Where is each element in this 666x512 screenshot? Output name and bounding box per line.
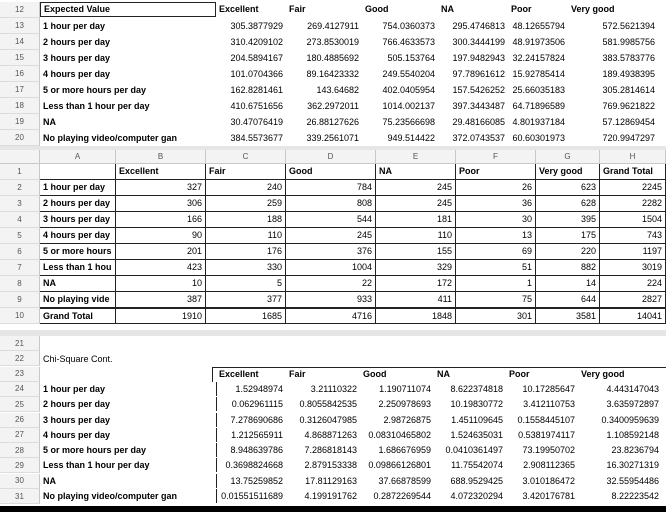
chi-value-cell[interactable]: 3.635972897 [606, 399, 659, 410]
pivot-header-cell[interactable]: Good [286, 164, 376, 180]
chi-value-cell[interactable]: 0.8055842535 [299, 399, 357, 410]
chi-value-cell[interactable]: 4.868871263 [304, 429, 357, 440]
chi-row-label[interactable]: 5 or more hours per day [43, 445, 147, 456]
row-header[interactable]: 4 [0, 212, 40, 228]
pivot-value-cell[interactable]: 245 [376, 180, 456, 196]
row-label[interactable]: 5 or more hours per day [43, 85, 147, 95]
row-header[interactable]: 14 [0, 34, 40, 50]
chi-value-cell[interactable]: 17.81129163 [305, 475, 357, 486]
chi-value-cell[interactable]: 8.948639786 [216, 443, 286, 457]
pivot-value-cell[interactable]: 22 [286, 276, 376, 292]
column-header[interactable]: F [456, 150, 536, 164]
chi-value-cell[interactable]: 1.190711074 [379, 383, 431, 394]
chi-value-cell[interactable]: 32.55954486 [606, 475, 659, 486]
chi-header-cell[interactable]: Poor [509, 368, 530, 379]
chi-row-label[interactable]: No playing video/computer gan [43, 491, 178, 501]
value-cell[interactable]: 48.91973506 [512, 37, 565, 47]
row-header[interactable]: 30 [0, 474, 40, 489]
row-label[interactable]: NA [43, 117, 56, 127]
row-label[interactable]: 4 hours per day [43, 69, 111, 79]
row-label[interactable]: 2 hours per day [43, 37, 111, 47]
pivot-header-cell[interactable]: Fair [206, 164, 286, 180]
value-cell[interactable]: 15.92785414 [512, 69, 565, 79]
row-header[interactable]: 2 [0, 180, 40, 196]
chi-value-cell[interactable]: 2.879153338 [304, 460, 357, 471]
pivot-value-cell[interactable]: 69 [456, 244, 536, 260]
pivot-value-cell[interactable]: 176 [206, 244, 286, 260]
pivot-value-cell[interactable]: 395 [536, 212, 600, 228]
chi-value-cell[interactable]: 37.66878599 [378, 475, 431, 486]
pivot-value-cell[interactable]: 26 [456, 180, 536, 196]
pivot-value-cell[interactable]: 175 [536, 228, 600, 244]
pivot-row-label[interactable]: 1 hour per day [40, 180, 116, 196]
row-header[interactable]: 20 [0, 130, 40, 146]
pivot-row-label[interactable]: Less than 1 hou [40, 260, 116, 276]
chi-header-cell[interactable]: Excellent [219, 368, 259, 379]
pivot-value-cell[interactable]: 110 [376, 228, 456, 244]
chi-value-cell[interactable]: 8.622374818 [450, 383, 503, 394]
row-header[interactable]: 1 [0, 164, 40, 180]
pivot-value-cell[interactable]: 301 [456, 308, 536, 324]
corner-cell[interactable] [0, 150, 40, 164]
chi-row-label[interactable]: 2 hours per day [43, 399, 111, 410]
value-cell[interactable]: 581.9985756 [602, 37, 655, 47]
pivot-value-cell[interactable]: 623 [536, 180, 600, 196]
pivot-value-cell[interactable]: 201 [116, 244, 206, 260]
column-header[interactable]: G [536, 150, 600, 164]
pivot-value-cell[interactable]: 2245 [600, 180, 666, 196]
row-header[interactable]: 26 [0, 413, 40, 428]
value-cell[interactable]: 769.9621822 [602, 101, 655, 111]
value-cell[interactable]: 372.0743537 [452, 133, 505, 143]
value-cell[interactable]: 32.24157824 [512, 53, 565, 63]
pivot-value-cell[interactable]: 30 [456, 212, 536, 228]
row-header[interactable]: 18 [0, 98, 40, 114]
value-cell[interactable]: 25.66035183 [512, 85, 565, 95]
expected-value-section [0, 0, 666, 146]
pivot-value-cell[interactable]: 784 [286, 180, 376, 196]
row-header[interactable]: 10 [0, 308, 40, 324]
value-cell[interactable]: 305.2814614 [602, 85, 655, 95]
chi-value-cell[interactable]: 2.908112365 [523, 460, 575, 471]
pivot-value-cell[interactable]: 36 [456, 196, 536, 212]
value-cell[interactable]: 48.12655794 [512, 21, 565, 31]
row-header[interactable]: 23 [0, 367, 40, 382]
value-cell[interactable]: 572.5621394 [602, 21, 655, 31]
chi-row-label[interactable]: 3 hours per day [43, 414, 111, 425]
value-cell[interactable]: 383.5783776 [602, 53, 655, 63]
value-cell[interactable]: 26.88127626 [306, 117, 359, 127]
top-header-good[interactable]: Good [365, 4, 389, 14]
pivot-value-cell[interactable]: 10 [116, 276, 206, 292]
pivot-value-cell[interactable]: 2827 [600, 292, 666, 308]
row-header[interactable]: 28 [0, 443, 40, 458]
value-cell[interactable]: 402.0405954 [382, 85, 435, 95]
chi-header-cell[interactable]: Good [363, 368, 387, 379]
chi-value-cell[interactable]: 1.52948974 [216, 382, 286, 396]
pivot-value-cell[interactable]: 306 [116, 196, 206, 212]
pivot-value-cell[interactable]: 172 [376, 276, 456, 292]
row-header[interactable]: 17 [0, 82, 40, 98]
pivot-value-cell[interactable]: 90 [116, 228, 206, 244]
value-cell[interactable]: 397.3443487 [452, 101, 505, 111]
pivot-value-cell[interactable]: 808 [286, 196, 376, 212]
pivot-value-cell[interactable]: 329 [376, 260, 456, 276]
chi-value-cell[interactable]: 13.75259852 [216, 474, 286, 488]
value-cell[interactable]: 949.514422 [387, 133, 435, 143]
row-header[interactable]: 21 [0, 336, 40, 351]
value-cell[interactable]: 204.5894167 [230, 53, 283, 63]
row-header[interactable]: 8 [0, 276, 40, 292]
pivot-value-cell[interactable]: 13 [456, 228, 536, 244]
pivot-value-cell[interactable]: 4716 [286, 308, 376, 324]
row-header[interactable]: 29 [0, 458, 40, 473]
top-header-poor[interactable]: Poor [511, 4, 532, 14]
chi-value-cell[interactable]: 3.21110322 [310, 383, 357, 394]
row-header[interactable]: 27 [0, 428, 40, 443]
chi-value-cell[interactable]: 10.17285647 [522, 383, 575, 394]
pivot-value-cell[interactable]: 224 [600, 276, 666, 292]
row-label[interactable]: 3 hours per day [43, 53, 111, 63]
chi-value-cell[interactable]: 3.010186472 [522, 475, 575, 486]
chi-value-cell[interactable]: 0.2872269544 [373, 491, 431, 501]
value-cell[interactable]: 29.48166085 [452, 117, 505, 127]
pivot-header-cell[interactable]: Very good [536, 164, 600, 180]
pivot-row-label[interactable]: 5 or more hours [40, 244, 116, 260]
pivot-row-label[interactable]: 2 hours per day [40, 196, 116, 212]
value-cell[interactable]: 57.12869454 [602, 117, 655, 127]
chi-value-cell[interactable]: 3.420176781 [522, 491, 575, 501]
pivot-value-cell[interactable]: 376 [286, 244, 376, 260]
value-cell[interactable]: 162.8281461 [230, 85, 283, 95]
chi-header-cell[interactable]: Very good [581, 368, 625, 379]
row-header[interactable]: 15 [0, 50, 40, 66]
value-cell[interactable]: 197.9482943 [452, 53, 505, 63]
pivot-value-cell[interactable]: 166 [116, 212, 206, 228]
value-cell[interactable]: 89.16423332 [306, 69, 359, 79]
column-header[interactable]: B [116, 150, 206, 164]
column-header[interactable]: E [376, 150, 456, 164]
value-cell[interactable]: 339.2561071 [306, 133, 359, 143]
pivot-value-cell[interactable]: 411 [376, 292, 456, 308]
chi-square-section [0, 336, 666, 506]
value-cell[interactable]: 4.801937184 [512, 117, 565, 127]
expected-value-title[interactable]: Expected Value [40, 2, 216, 17]
pivot-value-cell[interactable]: 240 [206, 180, 286, 196]
pivot-value-cell[interactable]: 5 [206, 276, 286, 292]
pivot-row-label[interactable]: 4 hours per day [40, 228, 116, 244]
value-cell[interactable]: 143.64682 [316, 85, 359, 95]
row-header[interactable]: 22 [0, 351, 40, 366]
value-cell[interactable]: 505.153764 [387, 53, 435, 63]
pivot-value-cell[interactable]: 1910 [116, 308, 206, 324]
value-cell[interactable]: 157.5426252 [452, 85, 505, 95]
column-header[interactable]: C [206, 150, 286, 164]
row-header[interactable]: 25 [0, 397, 40, 412]
pivot-row-label[interactable]: Grand Total [40, 308, 116, 324]
row-header[interactable]: 16 [0, 66, 40, 82]
pivot-value-cell[interactable]: 181 [376, 212, 456, 228]
chi-value-cell[interactable]: 23.8236794 [611, 445, 659, 456]
chi-value-cell[interactable]: 1.524635031 [450, 429, 503, 440]
pivot-value-cell[interactable]: 1197 [600, 244, 666, 260]
chi-value-cell[interactable]: 8.22223542 [611, 491, 659, 501]
pivot-value-cell[interactable]: 220 [536, 244, 600, 260]
chi-value-cell[interactable]: 73.19950702 [522, 445, 575, 456]
pivot-row-label[interactable]: 3 hours per day [40, 212, 116, 228]
chi-row-label[interactable]: NA [43, 475, 56, 486]
pivot-value-cell[interactable]: 933 [286, 292, 376, 308]
chi-value-cell[interactable]: 7.278690686 [216, 413, 286, 427]
chi-value-cell[interactable]: 4.072320294 [450, 491, 503, 501]
chi-value-cell[interactable]: 11.75542074 [451, 460, 503, 471]
pivot-value-cell[interactable]: 1504 [600, 212, 666, 228]
pivot-header-cell[interactable]: NA [376, 164, 456, 180]
chi-row-label[interactable]: 1 hour per day [43, 383, 106, 394]
value-cell[interactable]: 249.5540204 [382, 69, 435, 79]
row-label[interactable]: Less than 1 hour per day [43, 101, 150, 111]
pivot-value-cell[interactable]: 327 [116, 180, 206, 196]
row-header[interactable]: 13 [0, 18, 40, 34]
value-cell[interactable]: 384.5573677 [230, 133, 283, 143]
chi-value-cell[interactable]: 0.3400959639 [601, 414, 659, 425]
chi-value-cell[interactable]: 0.5381974117 [518, 429, 575, 440]
value-cell[interactable]: 310.4209102 [230, 37, 283, 47]
top-header-na[interactable]: NA [441, 4, 454, 14]
chi-value-cell[interactable]: 1.108592148 [606, 429, 659, 440]
chi-header-cell[interactable]: Fair [289, 368, 306, 379]
pivot-value-cell[interactable]: 377 [206, 292, 286, 308]
chi-row-label[interactable]: 4 hours per day [43, 429, 111, 440]
chi-value-cell[interactable]: 0.09866126801 [368, 460, 431, 471]
pivot-value-cell[interactable]: 1848 [376, 308, 456, 324]
pivot-value-cell[interactable]: 330 [206, 260, 286, 276]
pivot-value-cell[interactable]: 155 [376, 244, 456, 260]
pivot-value-cell[interactable]: 259 [206, 196, 286, 212]
column-header[interactable]: D [286, 150, 376, 164]
pivot-value-cell[interactable]: 743 [600, 228, 666, 244]
value-cell[interactable]: 189.4938395 [602, 69, 655, 79]
chi-value-cell[interactable]: 16.30271319 [606, 460, 659, 471]
value-cell[interactable]: 410.6751656 [230, 101, 283, 111]
top-header-fair[interactable]: Fair [289, 4, 306, 14]
row-header[interactable]: 19 [0, 114, 40, 130]
chi-value-cell[interactable]: 2.98726875 [383, 414, 431, 425]
value-cell[interactable]: 269.4127911 [307, 21, 359, 31]
chi-value-cell[interactable]: 4.199191762 [304, 491, 357, 501]
pivot-corner-cell[interactable] [40, 164, 116, 180]
chi-value-cell[interactable]: 1.686676959 [378, 445, 431, 456]
pivot-value-cell[interactable]: 644 [536, 292, 600, 308]
pivot-value-cell[interactable]: 245 [286, 228, 376, 244]
pivot-row-label[interactable]: No playing vide [40, 292, 116, 308]
value-cell[interactable]: 180.4885692 [306, 53, 359, 63]
row-header[interactable]: 5 [0, 228, 40, 244]
pivot-header-cell[interactable]: Excellent [116, 164, 206, 180]
value-cell[interactable]: 101.0704366 [230, 69, 283, 79]
value-cell[interactable]: 300.3444199 [452, 37, 505, 47]
column-header[interactable]: H [600, 150, 666, 164]
chi-value-cell[interactable]: 0.1558445107 [517, 414, 575, 425]
chi-value-cell[interactable]: 2.250978693 [378, 399, 431, 410]
chi-row-label[interactable]: Less than 1 hour per day [43, 460, 150, 471]
value-cell[interactable]: 30.47076419 [230, 117, 283, 127]
row-label[interactable]: No playing video/computer gan [43, 133, 178, 143]
pivot-header-cell[interactable]: Poor [456, 164, 536, 180]
row-header[interactable]: 31 [0, 489, 40, 504]
top-header-very-good[interactable]: Very good [571, 4, 615, 14]
chi-value-cell[interactable]: 0.3126047985 [299, 414, 357, 425]
pivot-value-cell[interactable]: 3019 [600, 260, 666, 276]
chi-value-cell[interactable]: 3.412110753 [523, 399, 575, 410]
value-cell[interactable]: 295.4746813 [452, 21, 505, 31]
value-cell[interactable]: 362.2972011 [307, 101, 359, 111]
pivot-table-section [0, 150, 666, 330]
pivot-value-cell[interactable]: 1004 [286, 260, 376, 276]
pivot-value-cell[interactable]: 3581 [536, 308, 600, 324]
value-cell[interactable]: 64.71896589 [512, 101, 565, 111]
value-cell[interactable]: 720.9947297 [602, 133, 655, 143]
row-header[interactable]: 6 [0, 244, 40, 260]
row-header[interactable]: 24 [0, 382, 40, 397]
chi-value-cell[interactable]: 7.286818143 [304, 445, 357, 456]
column-header[interactable]: A [40, 150, 116, 164]
pivot-value-cell[interactable]: 1 [456, 276, 536, 292]
chi-value-cell[interactable]: 0.3698824668 [216, 458, 286, 472]
value-cell[interactable]: 273.8530019 [306, 37, 359, 47]
row-label[interactable]: 1 hour per day [43, 21, 106, 31]
chi-value-cell[interactable]: 10.19830772 [450, 399, 503, 410]
row-header[interactable]: 12 [0, 2, 40, 18]
chi-value-cell[interactable]: 1.212565911 [216, 428, 286, 442]
bottom-edge [0, 506, 666, 512]
chi-value-cell[interactable]: 0.062961115 [216, 397, 286, 411]
pivot-value-cell[interactable]: 423 [116, 260, 206, 276]
pivot-value-cell[interactable]: 2282 [600, 196, 666, 212]
pivot-value-cell[interactable]: 14 [536, 276, 600, 292]
pivot-value-cell[interactable]: 188 [206, 212, 286, 228]
pivot-value-cell[interactable]: 628 [536, 196, 600, 212]
value-cell[interactable]: 1014.002137 [382, 101, 435, 111]
pivot-value-cell[interactable]: 1685 [206, 308, 286, 324]
chi-value-cell[interactable]: 1.451109645 [451, 414, 503, 425]
chi-value-cell[interactable]: 4.443147043 [606, 383, 659, 394]
top-header-excellent[interactable]: Excellent [219, 4, 259, 14]
pivot-value-cell[interactable]: 544 [286, 212, 376, 228]
chi-value-cell[interactable]: 688.9529425 [450, 475, 503, 486]
pivot-value-cell[interactable]: 245 [376, 196, 456, 212]
chi-square-title[interactable]: Chi-Square Cont. [43, 354, 113, 364]
chi-value-cell[interactable]: 0.01551511689 [216, 489, 286, 503]
value-cell[interactable]: 305.3877929 [230, 21, 283, 31]
pivot-value-cell[interactable]: 75 [456, 292, 536, 308]
value-cell[interactable]: 766.4633573 [382, 37, 435, 47]
pivot-value-cell[interactable]: 387 [116, 292, 206, 308]
pivot-value-cell[interactable]: 110 [206, 228, 286, 244]
value-cell[interactable]: 754.0360373 [382, 21, 435, 31]
row-header[interactable]: 3 [0, 196, 40, 212]
pivot-value-cell[interactable]: 882 [536, 260, 600, 276]
row-header[interactable]: 9 [0, 292, 40, 308]
pivot-value-cell[interactable]: 14041 [600, 308, 666, 324]
pivot-value-cell[interactable]: 51 [456, 260, 536, 276]
chi-value-cell[interactable]: 0.08310465802 [368, 429, 431, 440]
value-cell[interactable]: 60.60301973 [512, 133, 565, 143]
chi-header-cell[interactable]: NA [437, 368, 450, 379]
value-cell[interactable]: 75.23566698 [382, 117, 435, 127]
chi-value-cell[interactable]: 0.0410361497 [445, 445, 503, 456]
pivot-header-cell[interactable]: Grand Total [600, 164, 666, 180]
value-cell[interactable]: 97.78961612 [452, 69, 505, 79]
row-header[interactable]: 7 [0, 260, 40, 276]
pivot-row-label[interactable]: NA [40, 276, 116, 292]
